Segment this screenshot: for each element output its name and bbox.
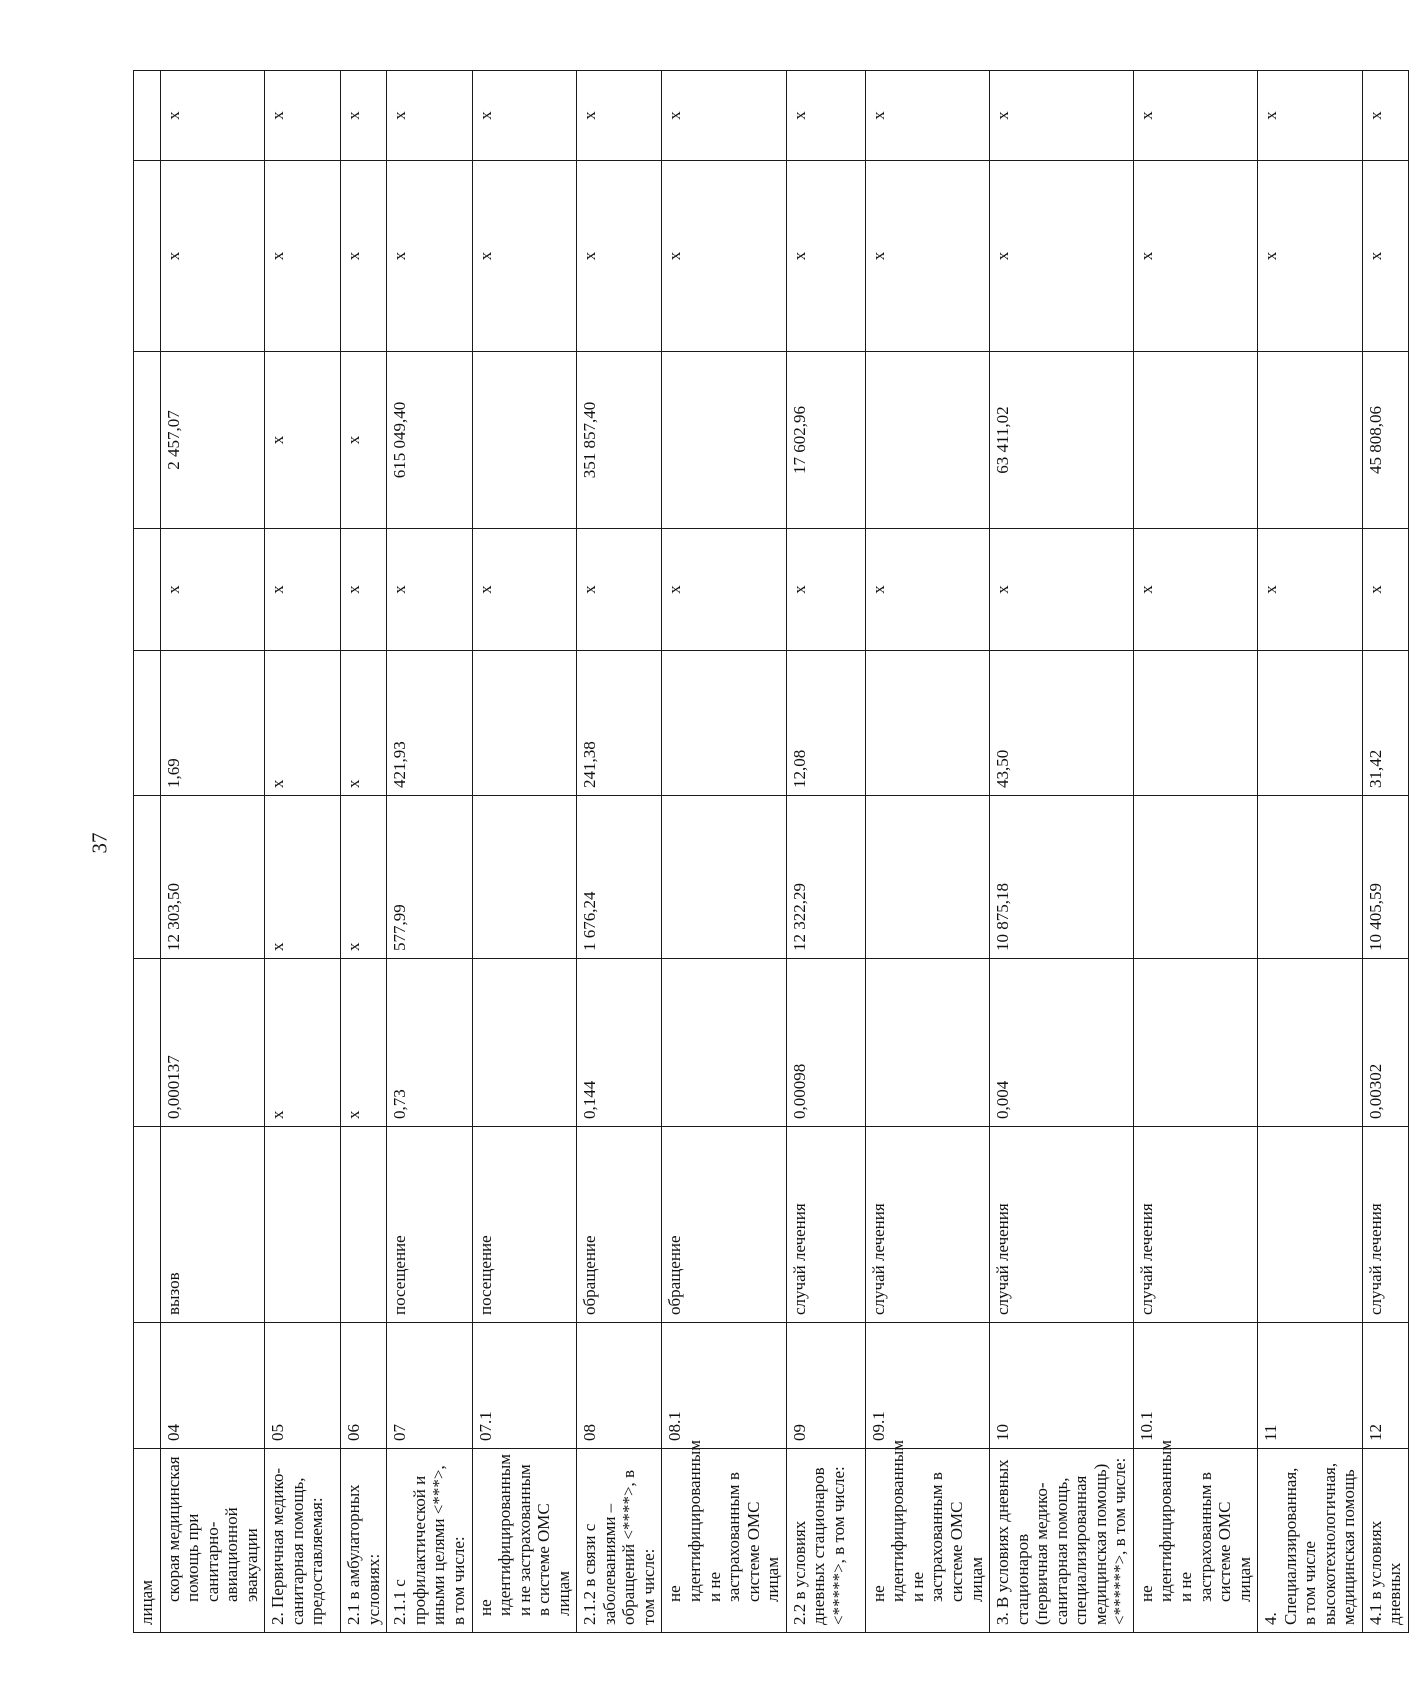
value-cell-7: х bbox=[990, 71, 1134, 161]
value-cell-2 bbox=[662, 796, 786, 959]
value-cell-1: 0,00098 bbox=[786, 959, 865, 1127]
row-code-cell: 04 bbox=[160, 1323, 265, 1449]
row-name-cell: 3. В условиях дневных стационаров (первичная медико-санитарная помощь, специализированная медицинская помощь) <******>, в том числе: bbox=[990, 1449, 1134, 1633]
row-code-cell: 08 bbox=[577, 1323, 662, 1449]
row-unit-cell: обращение bbox=[577, 1127, 662, 1323]
data-table bbox=[133, 70, 1409, 1633]
row-name-cell: скорая медицинская помощь при санитарно-авиационной эвакуации bbox=[160, 1449, 265, 1633]
value-cell-3 bbox=[662, 651, 786, 796]
value-cell-7: х bbox=[1258, 71, 1363, 161]
table-row bbox=[387, 71, 472, 1633]
value-cell-6: х bbox=[1362, 161, 1408, 352]
row-code-cell: 12 bbox=[1362, 1323, 1408, 1449]
row-unit-cell: случай лечения bbox=[990, 1127, 1134, 1323]
row-name-cell: не идентифицированным и не застрахованным в системе ОМС лицам bbox=[865, 1449, 989, 1633]
row-unit-cell: вызов bbox=[160, 1127, 265, 1323]
value-cell-5: 615 049,40 bbox=[387, 352, 472, 529]
row-unit-cell bbox=[341, 1127, 387, 1323]
page-number: 37 bbox=[87, 832, 112, 854]
row-name-cell: лицам bbox=[134, 1449, 161, 1633]
table-row bbox=[1258, 71, 1363, 1633]
table-row bbox=[786, 71, 865, 1633]
row-unit-cell: случай лечения bbox=[786, 1127, 865, 1323]
value-cell-5: х bbox=[341, 352, 387, 529]
row-name-cell: 2.2 в условиях дневных стационаров <*****>, в том числе: bbox=[786, 1449, 865, 1633]
value-cell-4: х bbox=[160, 529, 265, 651]
value-cell-6: х bbox=[341, 161, 387, 352]
row-code-cell: 08.1 bbox=[662, 1323, 786, 1449]
value-cell-6: х bbox=[786, 161, 865, 352]
value-cell-4: х bbox=[990, 529, 1134, 651]
value-cell-4: х bbox=[865, 529, 989, 651]
value-cell-3 bbox=[1133, 651, 1257, 796]
value-cell-2 bbox=[134, 796, 161, 959]
value-cell-4 bbox=[134, 529, 161, 651]
value-cell-3: 241,38 bbox=[577, 651, 662, 796]
value-cell-1: 0,004 bbox=[990, 959, 1134, 1127]
value-cell-3: 1,69 bbox=[160, 651, 265, 796]
value-cell-1 bbox=[1133, 959, 1257, 1127]
value-cell-4: х bbox=[1258, 529, 1363, 651]
value-cell-2 bbox=[1133, 796, 1257, 959]
value-cell-6: х bbox=[577, 161, 662, 352]
table-row bbox=[577, 71, 662, 1633]
value-cell-7: х bbox=[341, 71, 387, 161]
value-cell-7: х bbox=[160, 71, 265, 161]
value-cell-7: х bbox=[472, 71, 577, 161]
table-row bbox=[1133, 71, 1257, 1633]
row-name-cell: не идентифицированным и не застрахованным в системе ОМС лицам bbox=[662, 1449, 786, 1633]
row-code-cell: 11 bbox=[1258, 1323, 1363, 1449]
value-cell-2: 10 405,59 bbox=[1362, 796, 1408, 959]
value-cell-1 bbox=[865, 959, 989, 1127]
row-name-cell: 2.1.1 с профилактической и иными целями <***>, в том числе: bbox=[387, 1449, 472, 1633]
table-row bbox=[160, 71, 265, 1633]
value-cell-3: 421,93 bbox=[387, 651, 472, 796]
value-cell-6: х bbox=[865, 161, 989, 352]
value-cell-1 bbox=[472, 959, 577, 1127]
value-cell-5 bbox=[1258, 352, 1363, 529]
value-cell-3 bbox=[472, 651, 577, 796]
value-cell-6: х bbox=[1258, 161, 1363, 352]
value-cell-5: 17 602,96 bbox=[786, 352, 865, 529]
row-unit-cell: посещение bbox=[387, 1127, 472, 1323]
value-cell-6: х bbox=[265, 161, 341, 352]
row-code-cell: 05 bbox=[265, 1323, 341, 1449]
value-cell-6: х bbox=[1133, 161, 1257, 352]
value-cell-4: х bbox=[341, 529, 387, 651]
value-cell-1: х bbox=[341, 959, 387, 1127]
value-cell-2: 577,99 bbox=[387, 796, 472, 959]
row-name-cell: 4.1 в условиях дневных bbox=[1362, 1449, 1408, 1633]
value-cell-5 bbox=[1133, 352, 1257, 529]
value-cell-2: 10 875,18 bbox=[990, 796, 1134, 959]
row-unit-cell: случай лечения bbox=[1133, 1127, 1257, 1323]
table-row bbox=[662, 71, 786, 1633]
row-unit-cell: обращение bbox=[662, 1127, 786, 1323]
value-cell-2: 1 676,24 bbox=[577, 796, 662, 959]
row-unit-cell: посещение bbox=[472, 1127, 577, 1323]
row-unit-cell bbox=[134, 1127, 161, 1323]
row-code-cell: 06 bbox=[341, 1323, 387, 1449]
table-row bbox=[990, 71, 1134, 1633]
value-cell-6: х bbox=[472, 161, 577, 352]
value-cell-5 bbox=[472, 352, 577, 529]
value-cell-7: х bbox=[387, 71, 472, 161]
value-cell-1 bbox=[662, 959, 786, 1127]
value-cell-7 bbox=[134, 71, 161, 161]
value-cell-7: х bbox=[786, 71, 865, 161]
table-row bbox=[134, 71, 161, 1633]
value-cell-3 bbox=[865, 651, 989, 796]
value-cell-1: 0,00302 bbox=[1362, 959, 1408, 1127]
table-row bbox=[1362, 71, 1408, 1633]
row-code-cell: 09.1 bbox=[865, 1323, 989, 1449]
value-cell-7: х bbox=[662, 71, 786, 161]
value-cell-1: 0,000137 bbox=[160, 959, 265, 1127]
value-cell-7: х bbox=[1362, 71, 1408, 161]
row-code-cell: 07.1 bbox=[472, 1323, 577, 1449]
value-cell-3: 31,42 bbox=[1362, 651, 1408, 796]
value-cell-6: х bbox=[662, 161, 786, 352]
value-cell-5: х bbox=[265, 352, 341, 529]
row-code-cell: 07 bbox=[387, 1323, 472, 1449]
table-row bbox=[472, 71, 577, 1633]
value-cell-5: 63 411,02 bbox=[990, 352, 1134, 529]
value-cell-5 bbox=[134, 352, 161, 529]
value-cell-3 bbox=[1258, 651, 1363, 796]
row-name-cell: 2.1.2 в связи с заболеваниями – обращений <****>, в том числе: bbox=[577, 1449, 662, 1633]
row-name-cell: не идентифицированным и не застрахованным в системе ОМС лицам bbox=[1133, 1449, 1257, 1633]
value-cell-7: х bbox=[265, 71, 341, 161]
value-cell-4: х bbox=[1133, 529, 1257, 651]
row-unit-cell: случай лечения bbox=[865, 1127, 989, 1323]
value-cell-2: х bbox=[265, 796, 341, 959]
table-row bbox=[265, 71, 341, 1633]
row-unit-cell: случай лечения bbox=[1362, 1127, 1408, 1323]
value-cell-5 bbox=[662, 352, 786, 529]
row-code-cell: 10.1 bbox=[1133, 1323, 1257, 1449]
value-cell-2: 12 322,29 bbox=[786, 796, 865, 959]
value-cell-5 bbox=[865, 352, 989, 529]
value-cell-4: х bbox=[786, 529, 865, 651]
value-cell-5: 2 457,07 bbox=[160, 352, 265, 529]
data-table-container bbox=[133, 71, 1405, 1633]
value-cell-2: 12 303,50 bbox=[160, 796, 265, 959]
row-code-cell: 10 bbox=[990, 1323, 1134, 1449]
value-cell-4: х bbox=[662, 529, 786, 651]
value-cell-5: 351 857,40 bbox=[577, 352, 662, 529]
value-cell-2: х bbox=[341, 796, 387, 959]
row-name-cell: не идентифицированным и не застрахованным в системе ОМС лицам bbox=[472, 1449, 577, 1633]
value-cell-1: 0,144 bbox=[577, 959, 662, 1127]
value-cell-1: 0,73 bbox=[387, 959, 472, 1127]
value-cell-7: х bbox=[577, 71, 662, 161]
value-cell-4: х bbox=[265, 529, 341, 651]
row-name-cell: 2. Первичная медико-санитарная помощь, предоставляемая: bbox=[265, 1449, 341, 1633]
row-unit-cell bbox=[265, 1127, 341, 1323]
value-cell-4: х bbox=[1362, 529, 1408, 651]
table-row bbox=[341, 71, 387, 1633]
value-cell-4: х bbox=[577, 529, 662, 651]
value-cell-5: 45 808,06 bbox=[1362, 352, 1408, 529]
value-cell-6 bbox=[134, 161, 161, 352]
value-cell-1: х bbox=[265, 959, 341, 1127]
value-cell-7: х bbox=[1133, 71, 1257, 161]
row-name-cell: 4. Специализированная, в том числе высокотехнологичная, медицинская помощь bbox=[1258, 1449, 1363, 1633]
value-cell-2 bbox=[865, 796, 989, 959]
value-cell-6: х bbox=[160, 161, 265, 352]
table-row bbox=[865, 71, 989, 1633]
value-cell-3: х bbox=[341, 651, 387, 796]
row-code-cell bbox=[134, 1323, 161, 1449]
value-cell-6: х bbox=[387, 161, 472, 352]
value-cell-3: 43,50 bbox=[990, 651, 1134, 796]
value-cell-4: х bbox=[387, 529, 472, 651]
value-cell-2 bbox=[472, 796, 577, 959]
row-unit-cell bbox=[1258, 1127, 1363, 1323]
value-cell-7: х bbox=[865, 71, 989, 161]
value-cell-4: х bbox=[472, 529, 577, 651]
value-cell-1 bbox=[1258, 959, 1363, 1127]
value-cell-3: 12,08 bbox=[786, 651, 865, 796]
row-name-cell: 2.1 в амбулаторных условиях: bbox=[341, 1449, 387, 1633]
value-cell-2 bbox=[1258, 796, 1363, 959]
value-cell-3: х bbox=[265, 651, 341, 796]
value-cell-3 bbox=[134, 651, 161, 796]
table-body bbox=[134, 71, 1409, 1633]
value-cell-1 bbox=[134, 959, 161, 1127]
value-cell-6: х bbox=[990, 161, 1134, 352]
row-code-cell: 09 bbox=[786, 1323, 865, 1449]
